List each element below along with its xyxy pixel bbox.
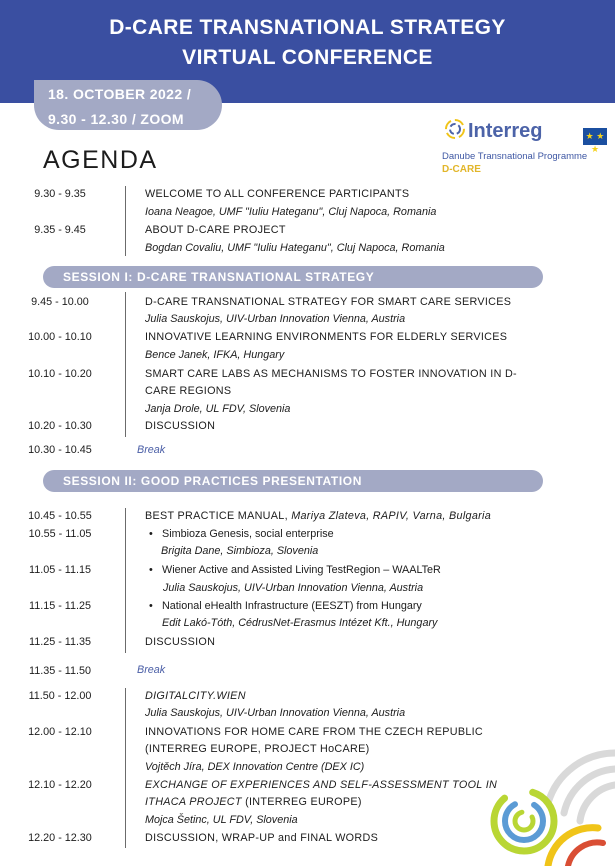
- divider: [125, 292, 126, 437]
- agenda-item-title: DIGITALCITY.WIEN: [145, 690, 246, 702]
- agenda-heading: AGENDA: [43, 146, 158, 174]
- agenda-speaker: Bence Janek, IFKA, Hungary: [145, 349, 285, 361]
- agenda-time: 10.55 - 11.05: [28, 528, 92, 540]
- divider: [125, 508, 126, 653]
- agenda-time: 11.15 - 11.25: [28, 600, 92, 612]
- eu-flag-icon: ★ ★ ★: [583, 128, 607, 145]
- decorative-swirl-graphic: [478, 733, 615, 866]
- break-time: 10.30 - 10.45: [28, 444, 92, 456]
- agenda-speaker: Bogdan Covaliu, UMF "Iuliu Hateganu", Cluj Napoca, Romania: [145, 242, 445, 254]
- agenda-item-title-cont: CARE REGIONS: [145, 385, 232, 397]
- logo-wordmark: Interreg: [468, 120, 543, 142]
- bullet-icon: •: [149, 528, 153, 540]
- agenda-item-title: National eHealth Infrastructure (EESZT) from Hungary: [162, 600, 422, 612]
- agenda-item-title-cont: (INTERREG EUROPE, PROJECT HoCARE): [145, 743, 370, 755]
- agenda-item-title: ABOUT D-CARE PROJECT: [145, 224, 286, 236]
- agenda-item-title: INNOVATIVE LEARNING ENVIRONMENTS FOR ELDERLY SERVICES: [145, 331, 508, 343]
- agenda-speaker: Vojtěch Jíra, DEX Innovation Centre (DEX IC): [145, 761, 365, 773]
- agenda-time: 9.35 - 9.45: [34, 224, 86, 236]
- break-time: 11.35 - 11.50: [28, 665, 92, 677]
- date-line: 18. OCTOBER 2022 /: [48, 86, 192, 102]
- agenda-speaker: Julia Sauskojus, UIV-Urban Innovation Vienna, Austria: [163, 582, 424, 594]
- agenda-item-title: SMART CARE LABS AS MECHANISMS TO FOSTER INNOVATION IN D-: [145, 368, 517, 380]
- agenda-speaker: Mariya Zlateva, RAPIV, Varna, Bulgaria: [291, 510, 492, 522]
- agenda-time: 9.30 - 9.35: [34, 188, 86, 200]
- agenda-speaker: Brigita Dane, Simbioza, Slovenia: [161, 545, 319, 557]
- divider: [125, 688, 126, 848]
- break-label: Break: [137, 664, 166, 676]
- date-badge: [34, 80, 222, 130]
- agenda-speaker: Julia Sauskojus, UIV-Urban Innovation Vienna, Austria: [145, 313, 406, 325]
- bullet-icon: •: [149, 564, 153, 576]
- agenda-speaker: Edit Lakó-Tóth, CédrusNet-Erasmus Intézet Kft., Hungary: [162, 617, 438, 629]
- time-line: 9.30 - 12.30 / ZOOM: [48, 111, 184, 127]
- agenda-item-title: WELCOME TO ALL CONFERENCE PARTICIPANTS: [145, 188, 410, 200]
- agenda-item-title: DISCUSSION: [145, 636, 216, 648]
- agenda-item-title: DISCUSSION, WRAP-UP and FINAL WORDS: [145, 832, 379, 844]
- agenda-item-title: D-CARE TRANSNATIONAL STRATEGY FOR SMART CARE SERVICES: [145, 296, 512, 308]
- conference-title-line1: D-CARE TRANSNATIONAL STRATEGY: [109, 16, 506, 39]
- interreg-swirl-icon: [444, 118, 466, 140]
- agenda-speaker: Mojca Šetinc, UL FDV, Slovenia: [145, 814, 298, 826]
- session-header: SESSION II: GOOD PRACTICES PRESENTATION: [43, 470, 543, 492]
- agenda-time: 11.05 - 11.15: [28, 564, 92, 576]
- agenda-time: 11.50 - 12.00: [28, 690, 92, 702]
- conference-title-line2: VIRTUAL CONFERENCE: [182, 46, 433, 69]
- session-header: SESSION I: D-CARE TRANSNATIONAL STRATEGY: [43, 266, 543, 288]
- agenda-item-title: Simbioza Genesis, social enterprise: [162, 528, 334, 540]
- agenda-item-title: INNOVATIONS FOR HOME CARE FROM THE CZECH REPUBLIC: [145, 726, 484, 738]
- agenda-time: 12.20 - 12.30: [28, 832, 92, 844]
- agenda-time: 10.00 - 10.10: [28, 331, 92, 343]
- agenda-speaker: Janja Drole, UL FDV, Slovenia: [145, 403, 291, 415]
- agenda-time: 12.10 - 12.20: [28, 779, 92, 791]
- interreg-logo: [442, 118, 610, 178]
- logo-programme: Danube Transnational Programme: [442, 151, 588, 162]
- agenda-speaker: Julia Sauskojus, UIV-Urban Innovation Vienna, Austria: [145, 707, 406, 719]
- bullet-icon: •: [149, 600, 153, 612]
- agenda-item-title-cont: ITHACA PROJECT (INTERREG EUROPE): [145, 796, 362, 808]
- divider: [125, 186, 126, 256]
- agenda-item-title: DISCUSSION: [145, 420, 216, 432]
- agenda-time: 10.20 - 10.30: [28, 420, 92, 432]
- agenda-speaker: Ioana Neagoe, UMF "Iuliu Hateganu", Cluj Napoca, Romania: [145, 206, 437, 218]
- agenda-time: 10.10 - 10.20: [28, 368, 92, 380]
- agenda-time: 9.45 - 10.00: [31, 296, 89, 308]
- logo-project: D-CARE: [442, 164, 481, 175]
- agenda-time: 11.25 - 11.35: [28, 636, 92, 648]
- agenda-time: 12.00 - 12.10: [28, 726, 92, 738]
- agenda-item-title: EXCHANGE OF EXPERIENCES AND SELF-ASSESSMENT TOOL IN: [145, 779, 498, 791]
- break-label: Break: [137, 444, 166, 456]
- agenda-time: 10.45 - 10.55: [28, 510, 92, 522]
- agenda-item-title: Wiener Active and Assisted Living TestRegion – WAALTeR: [162, 564, 441, 576]
- agenda-item-title: BEST PRACTICE MANUAL, Mariya Zlateva, RAPIV, Varna, Bulgaria: [145, 510, 492, 522]
